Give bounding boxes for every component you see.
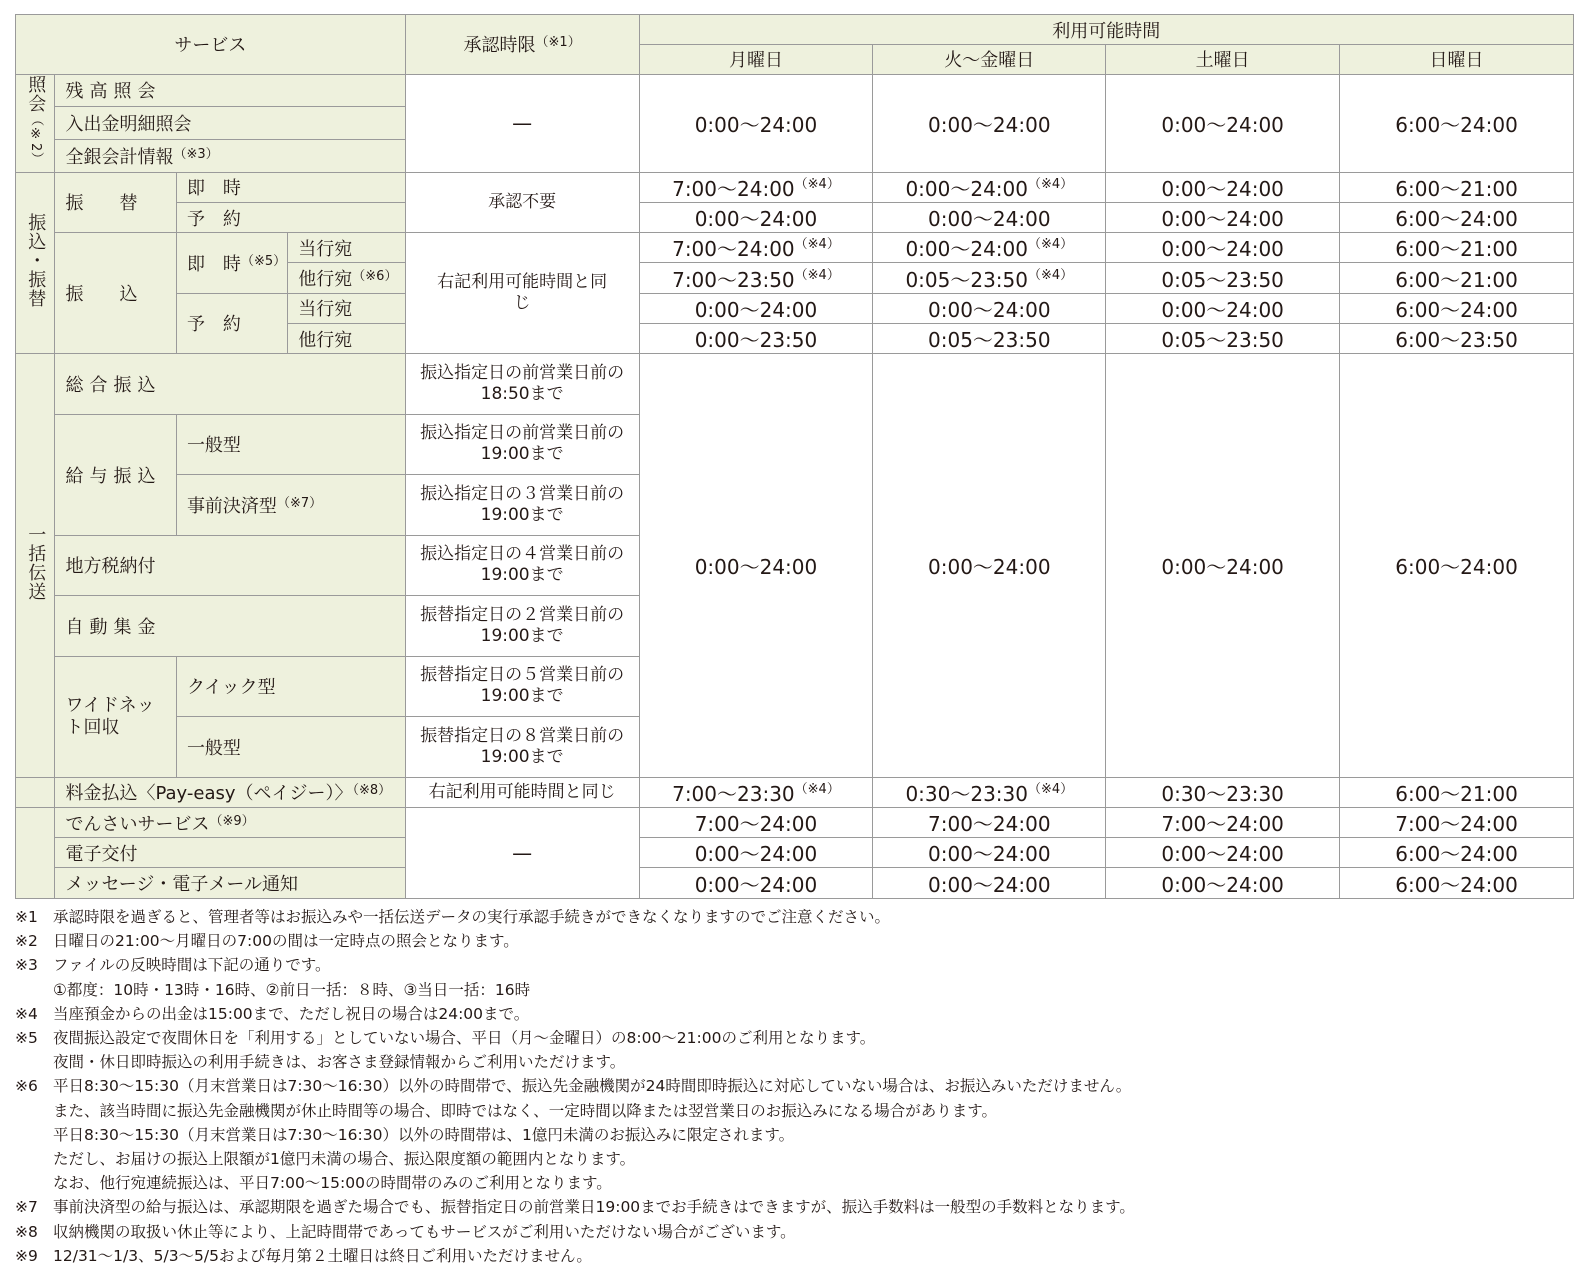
approval-cell: —: [405, 807, 639, 898]
footnote: ※3 ファイルの反映時間は下記の通りです。: [15, 956, 331, 975]
footnote: ※6 平日8:30～15:30（月末営業日は7:30～16:30）以外の時間帯で、振込先金融機関が24時間即時振込に対応していない場合は、お振込みいただけません。: [15, 1077, 1132, 1096]
hours-cell: 7:00～24:00$^{(※4)}$: [639, 233, 873, 263]
hours-cell: 0:00～24:00$^{(※4)}$: [873, 233, 1106, 263]
approval-cell: 右記利用可能時間と同じ: [405, 233, 639, 354]
row-label-local-tax: 地方税納付: [55, 535, 405, 596]
hours-cell: 6:00～23:50: [1340, 323, 1574, 353]
footnote-line: ただし、お届けの振込上限額が1億円未満の場合、振込限度額の範囲内となります。: [53, 1150, 636, 1169]
hours-cell: 0:30～23:30: [1106, 777, 1340, 807]
hours-cell: 0:00～24:00: [1106, 868, 1340, 899]
row-label-immediate: 即 時$^{(※5)}$: [176, 233, 287, 294]
hours-cell: 0:00～23:50: [639, 323, 873, 353]
hours-cell: 0:00～24:00: [873, 293, 1106, 323]
row-label-general-type: 一般型: [176, 717, 405, 778]
approval-cell: 承認不要: [405, 172, 639, 233]
row-label-immediate: 即 時: [176, 172, 405, 202]
footnote: ※9 12/31～1/3、5/3～5/5および毎月第２土曜日は終日ご利用いただけません。: [15, 1246, 592, 1265]
footnote: ※1 承認時限を過ぎると、管理者等はお振込みや一括伝送データの実行承認手続きができなくなりますのでご注意ください。: [15, 908, 891, 926]
hours-cell: 0:00～24:00$^{(※4)}$: [873, 172, 1106, 202]
approval-cell: 振込指定日の３営業日前の19:00まで: [405, 475, 639, 536]
hours-cell: 6:00～21:00: [1340, 263, 1574, 293]
header-saturday: 土曜日: [1106, 45, 1340, 74]
hours-cell: 6:00～24:00: [1340, 202, 1574, 232]
row-label-payeasy: 料金払込〈Pay-easy（ペイジー）〉$^{(※8)}$: [55, 777, 405, 807]
footnote: ※4 当座預金からの出金は15:00まで、ただし祝日の場合は24:00まで。: [15, 1004, 530, 1023]
footnote: ※5 夜間振込設定で夜間休日を「利用する」としていない場合、平日（月～金曜日）の8:00～21:00のご利用となります。: [15, 1029, 876, 1048]
header-sunday: 日曜日: [1340, 45, 1574, 74]
row-label-furikae: 振 替: [55, 172, 176, 233]
note-ref: （※1）: [535, 35, 581, 51]
row-label-furikomi: 振 込: [55, 233, 176, 354]
row-label-reserve: 予 約: [176, 202, 405, 232]
hours-cell: 0:00～24:00: [639, 293, 873, 323]
footnotes: [15, 905, 1575, 1268]
row-label-other-bank: 他行宛: [288, 323, 405, 353]
hours-cell: 0:00～24:00: [873, 74, 1106, 172]
hours-cell: 0:05～23:50$^{(※4)}$: [873, 263, 1106, 293]
row-label-reserve: 予 約: [176, 293, 287, 354]
hours-cell: 6:00～21:00: [1340, 233, 1574, 263]
row-label-kyuyo-furikomi: 給与振込: [55, 414, 176, 535]
hours-cell: 6:00～24:00: [1340, 838, 1574, 868]
hours-cell: 0:00～24:00: [873, 868, 1106, 899]
footnote: ※2 日曜日の21:00～月曜日の7:00の間は一定時点の照会となります。: [15, 932, 519, 951]
row-label-other-bank: 他行宛$^{(※6)}$: [288, 263, 405, 293]
category-inquiry: 照会（※2）: [16, 74, 55, 172]
hours-cell: 0:00～24:00: [639, 868, 873, 899]
row-label-balance-inquiry: 残高照会: [55, 74, 405, 107]
row-label-own-bank: 当行宛: [288, 293, 405, 323]
hours-cell: 0:00～24:00: [873, 202, 1106, 232]
hours-cell: 6:00～24:00: [1340, 74, 1574, 172]
hours-cell: 7:00～24:00: [873, 807, 1106, 837]
hours-cell: 0:00～24:00: [1106, 293, 1340, 323]
hours-cell: 0:00～24:00: [639, 202, 873, 232]
hours-cell: 6:00～21:00: [1340, 172, 1574, 202]
hours-cell: 7:00～23:30$^{(※4)}$: [639, 777, 873, 807]
header-service: サービス: [16, 15, 406, 75]
approval-cell: 振込指定日の４営業日前の19:00まで: [405, 535, 639, 596]
footnote-line: また、該当時間に振込先金融機関が休止時間等の場合、即時ではなく、一定時間以降または翌営業日のお振込みになる場合があります。: [53, 1101, 997, 1120]
header-tue-fri: 火～金曜日: [873, 45, 1106, 74]
hours-cell: 0:00～24:00: [873, 354, 1106, 778]
row-label-general-type: 一般型: [176, 414, 405, 475]
row-label-own-bank: 当行宛: [288, 233, 405, 263]
hours-cell: 6:00～21:00: [1340, 777, 1574, 807]
hours-cell: 6:00～24:00: [1340, 354, 1574, 778]
hours-cell: 0:00～24:00: [1106, 74, 1340, 172]
category-transfer: 振込・振替: [16, 172, 55, 354]
row-label-transaction-inquiry: 入出金明細照会: [55, 107, 405, 140]
approval-cell: 振替指定日の２営業日前の19:00まで: [405, 596, 639, 657]
hours-cell: 7:00～24:00: [1340, 807, 1574, 837]
row-label-auto-collection: 自動集金: [55, 596, 405, 657]
footnote-line: なお、他行宛連続振込は、平日7:00～15:00の時間帯のみのご利用となります。: [53, 1174, 612, 1193]
hours-cell: 6:00～24:00: [1340, 293, 1574, 323]
approval-cell: 右記利用可能時間と同じ: [405, 777, 639, 807]
footnote: ※7 事前決済型の給与振込は、承認期限を過ぎた場合でも、振替指定日の前営業日19:00までお手続きはできますが、振込手数料は一般型の手数料となります。: [15, 1198, 1135, 1217]
category-blank: [16, 777, 55, 807]
service-hours-table: [15, 14, 1574, 899]
hours-cell: 7:00～24:00: [1106, 807, 1340, 837]
hours-cell: 0:00～24:00: [639, 74, 873, 172]
hours-cell: 0:05～23:50: [1106, 323, 1340, 353]
hours-cell: 0:00～24:00: [1106, 838, 1340, 868]
hours-cell: 0:00～24:00: [873, 838, 1106, 868]
row-label-sogo-furikomi: 総合振込: [55, 354, 405, 415]
footnote-line: ①都度：10時・13時・16時、②前日一括：８時、③当日一括：16時: [53, 980, 531, 999]
hours-cell: 6:00～24:00: [1340, 868, 1574, 899]
hours-cell: 0:05～23:50: [1106, 263, 1340, 293]
header-available-hours: 利用可能時間: [639, 15, 1573, 45]
hours-cell: 0:00～24:00: [1106, 202, 1340, 232]
row-label-e-delivery: 電子交付: [55, 838, 405, 868]
hours-cell: 7:00～24:00$^{(※4)}$: [639, 172, 873, 202]
footnote-line: 夜間・休日即時振込の利用手続きは、お客さま登録情報からご利用いただけます。: [53, 1053, 626, 1072]
category-blank: [16, 807, 55, 898]
footnote-line: 平日8:30～15:30（月末営業日は7:30～16:30）以外の時間帯は、1億円未満のお振込みに限定されます。: [53, 1125, 795, 1144]
hours-cell: 0:00～24:00: [1106, 354, 1340, 778]
hours-cell: 7:00～23:50$^{(※4)}$: [639, 263, 873, 293]
header-approval-deadline: 承認時限$^{(※1)}$: [405, 15, 639, 75]
row-label-message-email: メッセージ・電子メール通知: [55, 868, 405, 899]
header-monday: 月曜日: [639, 45, 873, 74]
row-label-zengin-accounting: 全銀会計情報$^{(※3)}$: [55, 139, 405, 172]
approval-cell: 振込指定日の前営業日前の18:50まで: [405, 354, 639, 415]
hours-cell: 0:00～24:00: [1106, 172, 1340, 202]
approval-cell: —: [405, 74, 639, 172]
hours-cell: 7:00～24:00: [639, 807, 873, 837]
category-bulk-transmission: 一括伝送: [16, 354, 55, 778]
row-label-densai: でんさいサービス$^{(※9)}$: [55, 807, 405, 837]
row-label-quick-type: クイック型: [176, 656, 405, 717]
hours-cell: 0:00～24:00: [639, 354, 873, 778]
row-label-widenet: ワイドネット回収: [55, 656, 176, 777]
row-label-prepaid-type: 事前決済型$^{(※7)}$: [176, 475, 405, 536]
hours-cell: 0:05～23:50: [873, 323, 1106, 353]
approval-cell: 振込指定日の前営業日前の19:00まで: [405, 414, 639, 475]
hours-cell: 0:00～24:00: [639, 838, 873, 868]
approval-cell: 振替指定日の８営業日前の19:00まで: [405, 717, 639, 778]
hours-cell: 0:00～24:00: [1106, 233, 1340, 263]
hours-cell: 0:30～23:30$^{(※4)}$: [873, 777, 1106, 807]
approval-cell: 振替指定日の５営業日前の19:00まで: [405, 656, 639, 717]
footnote: ※8 収納機関の取扱い休止等により、上記時間帯であってもサービスがご利用いただけない場合がございます。: [15, 1222, 796, 1241]
